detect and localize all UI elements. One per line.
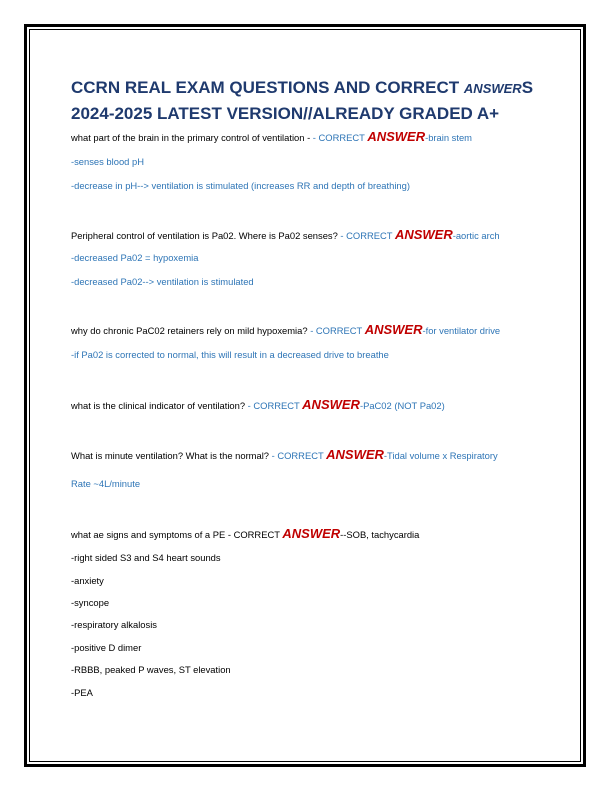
- detail-line: -decrease in pH--> ventilation is stimulated (increases RR and depth of breathing): [71, 180, 410, 191]
- question-3: why do chronic PaC02 retainers rely on mild hypoxemia? - CORRECT ANSWER-for ventilator drive: [71, 322, 501, 337]
- answer-label: ANSWER: [302, 397, 360, 412]
- answer-label: ANSWER: [367, 129, 426, 144]
- detail-line: -RBBB, peaked P waves, ST elevation: [71, 664, 231, 675]
- answer-label: ANSWER: [326, 447, 384, 462]
- document-title: [71, 75, 551, 126]
- answer-label: ANSWER: [282, 526, 341, 541]
- detail-line: -decreased Pa02 = hypoxemia: [71, 252, 199, 263]
- answer-text: -for ventilator drive: [422, 325, 501, 336]
- detail-line: -syncope: [71, 597, 110, 608]
- title-line2: 2024-2025 LATEST VERSION//ALREADY GRADED A+: [71, 104, 500, 123]
- detail-line: -senses blood pH: [71, 156, 144, 167]
- answer-text: -Tidal volume x Respiratory: [383, 450, 498, 461]
- detail-line: -if Pa02 is corrected to normal, this will result in a decreased drive to breathe: [71, 349, 389, 360]
- detail-line: -anxiety: [71, 575, 104, 586]
- detail-line: -decreased Pa02--> ventilation is stimulated: [71, 276, 254, 287]
- answer-label: ANSWER: [364, 322, 423, 337]
- answer-text: -brain stem: [425, 132, 472, 143]
- question-4: what is the clinical indicator of ventilation? - CORRECT ANSWER-PaC02 (NOT Pa02): [71, 397, 445, 412]
- title-answer-word: ANSWER: [463, 81, 522, 96]
- question-2: Peripheral control of ventilation is Pa02. Where is Pa02 senses? - CORRECT ANSWER-aortic arch: [71, 227, 500, 242]
- answer-text: --SOB, tachycardia: [340, 529, 420, 540]
- answer-text: -PaC02 (NOT Pa02): [359, 400, 445, 411]
- detail-line: -respiratory alkalosis: [71, 619, 157, 630]
- answer-label: ANSWER: [394, 227, 453, 242]
- question-1: what part of the brain in the primary control of ventilation - - CORRECT ANSWER-brain stem: [71, 129, 472, 144]
- answer-text: -aortic arch: [452, 230, 500, 241]
- question-6: what ae signs and symptoms of a PE - CORRECT ANSWER--SOB, tachycardia: [71, 526, 420, 541]
- detail-line: -PEA: [71, 687, 93, 698]
- detail-line: Rate ~4L/minute: [71, 478, 141, 489]
- title-line1: CCRN REAL EXAM QUESTIONS AND CORRECT ANSWERS: [71, 78, 534, 97]
- question-5: What is minute ventilation? What is the normal? - CORRECT ANSWER-Tidal volume x Respiratory: [71, 447, 498, 462]
- detail-line: -right sided S3 and S4 heart sounds: [71, 552, 221, 563]
- detail-line: -positive D dimer: [71, 642, 142, 653]
